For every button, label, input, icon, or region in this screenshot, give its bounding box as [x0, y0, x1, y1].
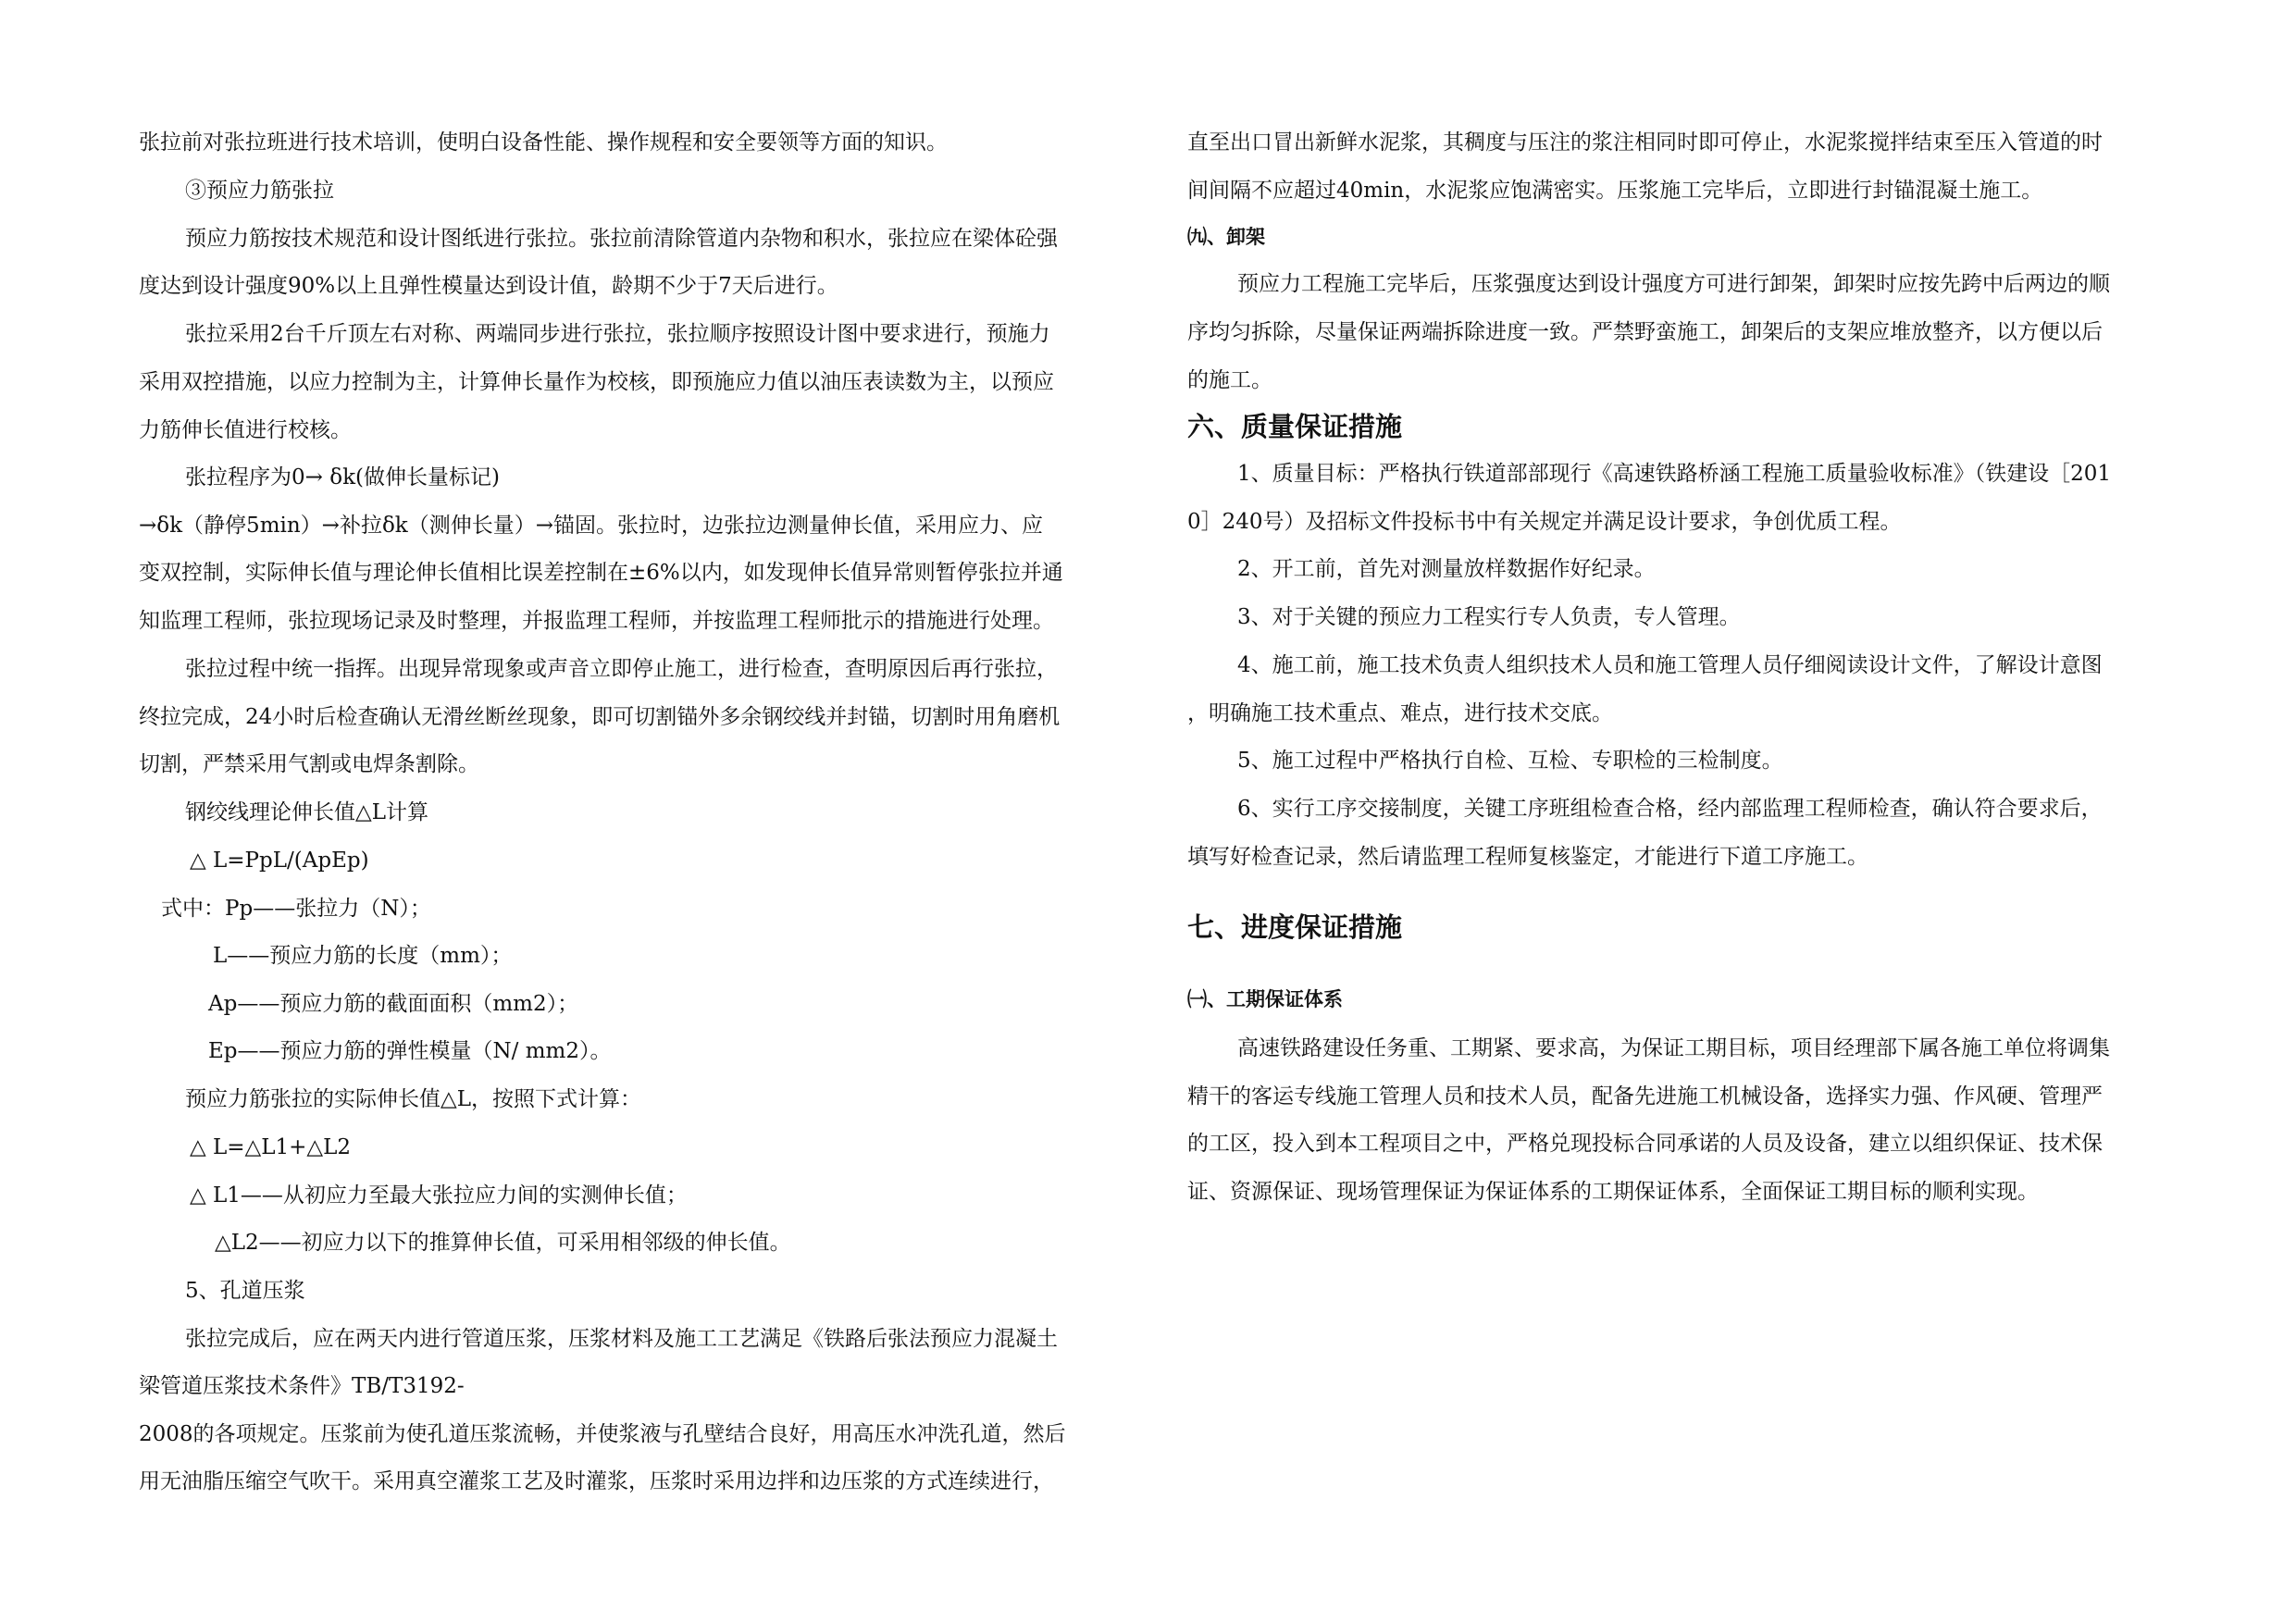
paragraph-line: 序均匀拆除，尽量保证两端拆除进度一致。严禁野蛮施工，卸架后的支架应堆放整齐，以方便以后 — [1187, 320, 2103, 344]
paragraph-line: 5、施工过程中严格执行自检、互检、专职检的三检制度。 — [1237, 749, 1783, 773]
paragraph-line: 张拉采用2台千斤顶左右对称、两端同步进行张拉，张拉顺序按照设计图中要求进行，预施力 — [185, 322, 1050, 346]
paragraph-line: 钢绞线理论伸长值△L计算 — [185, 800, 428, 824]
paragraph-line: 变双控制，实际伸长值与理论伸长值相比误差控制在±6%以内，如发现伸长值异常则暂停张拉并通 — [139, 561, 1063, 585]
paragraph-line: 6、实行工序交接制度，关键工序班组检查合格，经内部监理工程师检查，确认符合要求后， — [1237, 797, 2103, 821]
formula-line: △L2——初应力以下的推算伸长值，可采用相邻级的伸长值。 — [215, 1231, 791, 1255]
paragraph-line: 知监理工程师，张拉现场记录及时整理，并报监理工程师，并按监理工程师批示的措施进行处理。 — [139, 609, 1054, 633]
section-heading: ㈠、工期保证体系 — [1187, 988, 1343, 1010]
paragraph-line: 3、对于关键的预应力工程实行专人负责，专人管理。 — [1237, 605, 1741, 629]
section-heading: 5、孔道压浆 — [185, 1279, 305, 1303]
paragraph-line: 力筋伸长值进行校核。 — [139, 418, 352, 442]
formula-line: L——预应力筋的长度（mm）； — [213, 944, 513, 968]
paragraph-line: 张拉过程中统一指挥。出现异常现象或声音立即停止施工，进行检查，查明原因后再行张拉， — [185, 657, 1058, 681]
paragraph-line: 预应力筋张拉的实际伸长值△L，按照下式计算： — [185, 1087, 641, 1111]
paragraph-line: 证、资源保证、现场管理保证为保证体系的工期保证体系，全面保证工期目标的顺利实现。 — [1187, 1180, 2039, 1204]
formula-line: Ap——预应力筋的截面面积（mm2）； — [208, 992, 579, 1016]
paragraph-line: 用无油脂压缩空气吹干。采用真空灌浆工艺及时灌浆，压浆时采用边拌和边压浆的方式连续进行， — [139, 1469, 1054, 1493]
paragraph-line: 高速铁路建设任务重、工期紧、要求高，为保证工期目标，项目经理部下属各施工单位将调集 — [1237, 1036, 2110, 1060]
paragraph-line: 直至出口冒出新鲜水泥浆，其稠度与压注的浆注相同时即可停止，水泥浆搅拌结束至压入管道的时 — [1187, 130, 2103, 155]
paragraph-line: 的工区，投入到本工程项目之中，严格兑现投标合同承诺的人员及设备，建立以组织保证、技术保 — [1187, 1132, 2103, 1156]
chapter-heading: 六、质量保证措施 — [1187, 411, 1403, 442]
paragraph-line: 终拉完成，24小时后检查确认无滑丝断丝现象，即可切割锚外多余钢绞线并封锚，切割时用角磨机 — [139, 705, 1061, 729]
formula-line: 式中：Pp——张拉力（N）； — [161, 897, 431, 921]
paragraph-line: 精干的客运专线施工管理人员和技术人员，配备先进施工机械设备，选择实力强、作风硬、管理严 — [1187, 1084, 2103, 1109]
paragraph-line: 1、质量目标：严格执行铁道部部现行《高速铁路桥涵工程施工质量验收标准》（铁建设［201 — [1237, 462, 2112, 486]
paragraph-line: 张拉前对张拉班进行技术培训，使明白设备性能、操作规程和安全要领等方面的知识。 — [139, 130, 948, 155]
formula-line: △ L1——从初应力至最大张拉应力间的实测伸长值； — [190, 1183, 688, 1208]
paragraph-line: 2、开工前，首先对测量放样数据作好纪录。 — [1237, 557, 1656, 581]
paragraph-line: 切割，严禁采用气割或电焊条割除。 — [139, 752, 479, 776]
paragraph-line: 采用双控措施，以应力控制为主，计算伸长量作为校核，即预施应力值以油压表读数为主，以预应 — [139, 370, 1054, 394]
formula-line: △ L=PpL/(ApEp) — [190, 849, 369, 873]
paragraph-line: 0］240号）及招标文件投标书中有关规定并满足设计要求，争创优质工程。 — [1187, 510, 1902, 534]
paragraph-line: 梁管道压浆技术条件》TB/T3192- — [139, 1374, 465, 1398]
paragraph-line: ，明确施工技术重点、难点，进行技术交底。 — [1187, 701, 1613, 725]
formula-line: Ep——预应力筋的弹性模量（N/ mm2）。 — [208, 1039, 612, 1063]
paragraph-line: 预应力工程施工完毕后，压浆强度达到设计强度方可进行卸架，卸架时应按先跨中后两边的顺 — [1237, 272, 2110, 296]
paragraph-line: 的施工。 — [1187, 368, 1272, 392]
paragraph-line: 张拉程序为0→ δk(做伸长量标记) — [185, 465, 500, 489]
paragraph-line: 度达到设计强度90%以上且弹性模量达到设计值，龄期不少于7天后进行。 — [139, 274, 838, 298]
paragraph-line: 张拉完成后，应在两天内进行管道压浆，压浆材料及施工工艺满足《铁路后张法预应力混凝土 — [185, 1327, 1058, 1351]
section-heading: ㈨、卸架 — [1187, 226, 1265, 248]
formula-line: △ L=△L1+△L2 — [190, 1135, 352, 1159]
section-heading: ③预应力筋张拉 — [185, 179, 334, 203]
chapter-heading: 七、进度保证措施 — [1187, 911, 1403, 943]
paragraph-line: →δk（静停5min）→补拉δk（测伸长量）→锚固。张拉时，边张拉边测量伸长值，采用应力、应 — [139, 514, 1043, 538]
paragraph-line: 预应力筋按技术规范和设计图纸进行张拉。张拉前清除管道内杂物和积水，张拉应在梁体砼强 — [185, 227, 1058, 251]
paragraph-line: 4、施工前，施工技术负责人组织技术人员和施工管理人员仔细阅读设计文件，了解设计意图 — [1237, 653, 2103, 677]
paragraph-line: 填写好检查记录，然后请监理工程师复核鉴定，才能进行下道工序施工。 — [1187, 845, 1868, 869]
paragraph-line: 间间隔不应超过40min，水泥浆应饱满密实。压浆施工完毕后，立即进行封锚混凝土施工。 — [1187, 179, 2043, 203]
paragraph-line: 2008的各项规定。压浆前为使孔道压浆流畅，并使浆液与孔壁结合良好，用高压水冲洗孔道，然后 — [139, 1422, 1066, 1446]
